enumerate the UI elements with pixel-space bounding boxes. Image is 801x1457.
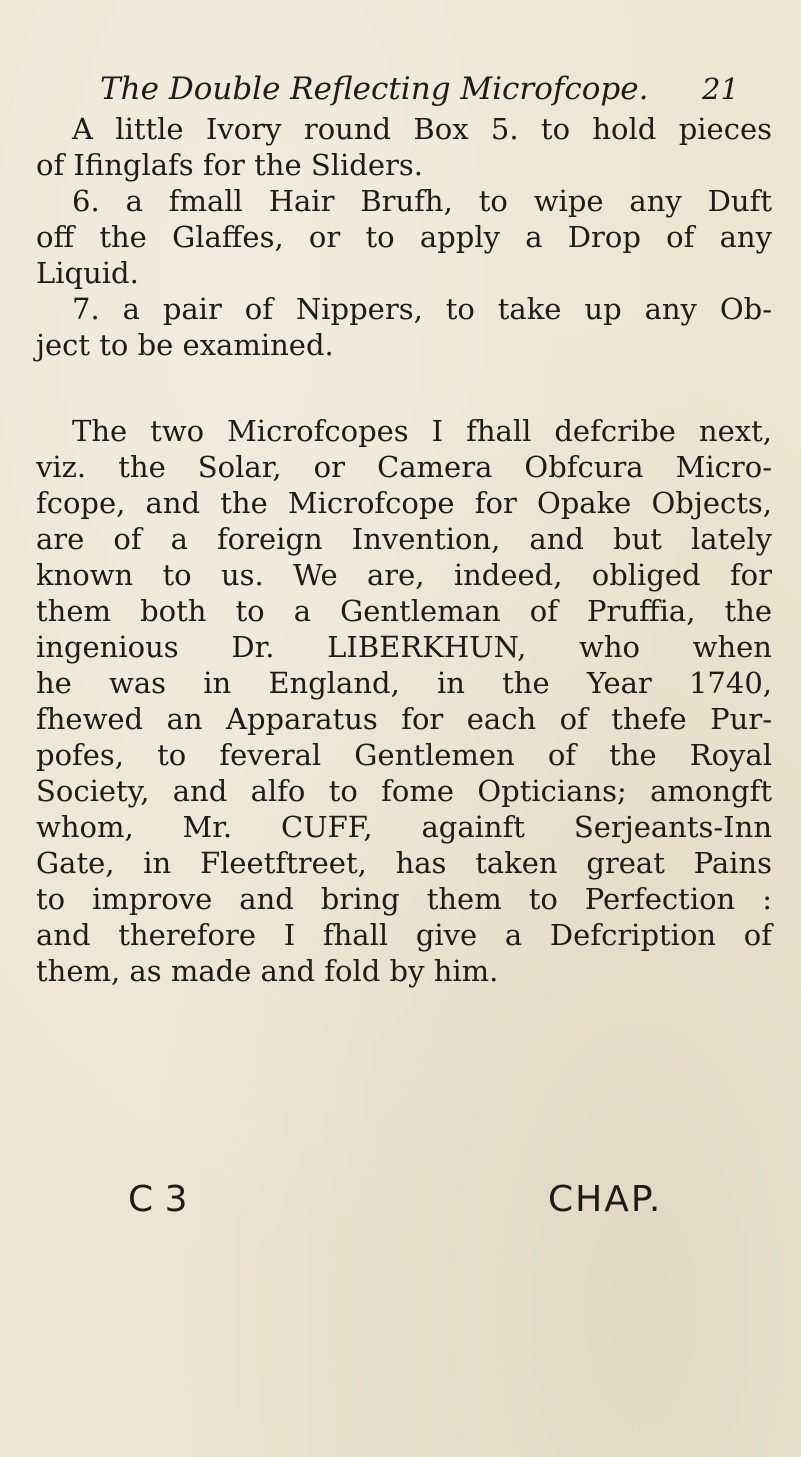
text-line: fhewed an Apparatus for each of thefe Pur- xyxy=(36,702,772,736)
running-title: The Double Reflecting Microfcope. xyxy=(100,71,649,107)
text-line: ject to be examined. xyxy=(36,328,334,362)
text-line: to improve and bring them to Perfection : xyxy=(36,882,772,916)
text-line: 6. a fmall Hair Brufh, to wipe any Duft xyxy=(72,184,772,218)
text-line: viz. the Solar, or Camera Obfcura Micro- xyxy=(36,450,772,484)
text-line: he was in England, in the Year 1740, xyxy=(36,666,772,700)
catchword: CHAP. xyxy=(548,1179,663,1220)
text-line: Society, and alfo to fome Opticians; amongft xyxy=(36,774,772,808)
text-line: ingenious Dr. LIBERKHUN, who when xyxy=(36,630,772,664)
text-line: A little Ivory round Box 5. to hold pieces xyxy=(72,112,772,146)
text-line: Gate, in Fleetftreet, has taken great Pains xyxy=(36,846,772,880)
page-footer xyxy=(0,1175,801,1225)
text-line: The two Microfcopes I fhall defcribe next, xyxy=(72,414,772,448)
page-header xyxy=(0,66,801,112)
text-line: pofes, to feveral Gentlemen of the Royal xyxy=(36,738,772,772)
text-line: off the Glaffes, or to apply a Drop of any xyxy=(36,220,772,254)
text-line: and therefore I fhall give a Defcription of xyxy=(36,918,772,952)
page-number: 21 xyxy=(702,72,739,106)
text-line: known to us. We are, indeed, obliged for xyxy=(36,558,772,592)
signature-mark: C 3 xyxy=(128,1179,188,1220)
text-line: them, as made and fold by him. xyxy=(36,954,499,988)
text-line: whom, Mr. CUFF, againft Serjeants-Inn xyxy=(36,810,772,844)
text-line: of Ifinglafs for the Sliders. xyxy=(36,148,423,182)
text-line: them both to a Gentleman of Pruffia, the xyxy=(36,594,772,628)
text-line: Liquid. xyxy=(36,256,139,290)
text-line: are of a foreign Invention, and but lately xyxy=(36,522,772,556)
text-line: fcope, and the Microfcope for Opake Objects, xyxy=(36,486,772,520)
text-line: 7. a pair of Nippers, to take up any Ob- xyxy=(72,292,772,326)
